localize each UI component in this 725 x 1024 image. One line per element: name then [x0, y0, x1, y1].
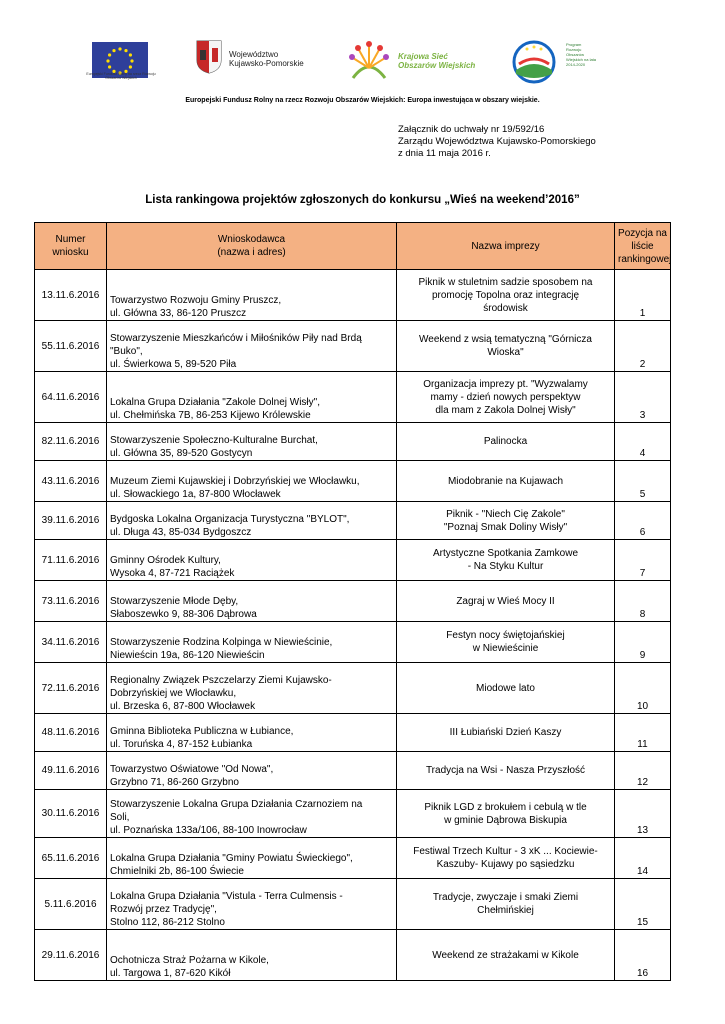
applicant-line: Towarzystwo Rozwoju Gminy Pruszcz, [110, 295, 282, 306]
table-row [35, 581, 671, 622]
applicant-line: ul. Długa 43, 85-034 Bydgoszcz [110, 527, 252, 538]
applicant-line: ul. Główna 33, 86-120 Pruszcz [110, 308, 247, 319]
project-name-cell [397, 930, 615, 981]
project-name-cell [397, 540, 615, 581]
application-number: 73.11.6.2016 [35, 581, 107, 622]
table-row [35, 622, 671, 663]
applicant-line: Stowarzyszenie Młode Dęby, [110, 596, 239, 607]
table-row [35, 502, 671, 540]
applicant-cell [107, 461, 397, 502]
project-name-line: Piknik LGD z brokułem i cebulą w tle [424, 801, 587, 813]
applicant-line: ul. Toruńska 4, 87-152 Łubianka [110, 739, 253, 750]
project-name-cell [397, 663, 615, 714]
project-name-line: "Poznaj Smak Doliny Wisły" [443, 521, 568, 533]
project-name-line: Piknik - "Niech Cię Zakole" [446, 508, 565, 520]
applicant-cell [107, 540, 397, 581]
ranking-table [34, 222, 671, 981]
prow-logo [505, 40, 563, 84]
project-name-line: Weekend z wsią tematyczną "Górnicza [419, 334, 592, 345]
table-row [35, 540, 671, 581]
applicant-cell [107, 790, 397, 838]
project-name-line: Festiwal Trzech Kultur - 3 xK ... Kociewie- [413, 846, 598, 857]
table-row [35, 752, 671, 790]
table-row [35, 930, 671, 981]
ranking-position: 16 [615, 930, 671, 981]
project-name-cell [397, 622, 615, 663]
table-row [35, 879, 671, 930]
project-name-line: Miodobranie na Kujawach [447, 475, 564, 487]
project-name-cell [397, 790, 615, 838]
applicant-line: ul. Słowackiego 1a, 87-800 Włocławek [110, 489, 281, 500]
applicant-line: ul. Targowa 1, 87-620 Kikół [110, 968, 231, 979]
annex-line-3: z dnia 11 maja 2016 r. [398, 148, 491, 159]
ksow-logo-text: Krajowa Sieć Obszarów Wiejskich [398, 52, 476, 70]
applicant-line: Grzybno 71, 86-260 Grzybno [110, 777, 239, 788]
applicant-line: Stowarzyszenie Lokalna Grupa Działania Czarnoziem na [110, 799, 363, 810]
ranking-position: 13 [615, 790, 671, 838]
applicant-line: Gminny Ośrodek Kultury, [110, 555, 221, 566]
applicant-cell [107, 321, 397, 372]
application-number: 82.11.6.2016 [35, 423, 107, 461]
project-name-cell [397, 461, 615, 502]
applicant-line: "Buko", [110, 346, 143, 357]
project-name-line: Tradycje, zwyczaje i smaki Ziemi [432, 892, 579, 903]
project-name-line: mamy - dzień nowych perspektyw [430, 391, 581, 403]
project-name-cell [397, 372, 615, 423]
application-number: 72.11.6.2016 [35, 663, 107, 714]
project-name-cell [397, 752, 615, 790]
application-number: 64.11.6.2016 [35, 372, 107, 423]
project-name-line: Festyn nocy świętojańskiej [446, 630, 565, 641]
project-name-line: Tradycja na Wsi - Nasza Przyszłość [425, 765, 586, 776]
applicant-line: Stowarzyszenie Społeczno-Kulturalne Burchat, [110, 435, 318, 446]
application-number: 13.11.6.2016 [35, 270, 107, 321]
applicant-line: ul. Świerkowa 5, 89-520 Piła [110, 359, 237, 370]
ranking-position: 9 [615, 622, 671, 663]
project-name-cell [397, 270, 615, 321]
project-name-cell [397, 423, 615, 461]
applicant-line: Rozwój przez Tradycję", [110, 904, 217, 915]
table-row [35, 270, 671, 321]
ranking-position: 6 [615, 502, 671, 540]
applicant-line: Lokalna Grupa Działania "Gminy Powiatu Świeckiego", [110, 853, 353, 864]
applicant-cell [107, 270, 397, 321]
column-header-number: Numer wniosku [35, 223, 107, 270]
table-row [35, 838, 671, 879]
ranking-position: 7 [615, 540, 671, 581]
application-number: 39.11.6.2016 [35, 502, 107, 540]
annex-line-1: Załącznik do uchwały nr 19/592/16 [398, 124, 545, 135]
project-name-cell [397, 321, 615, 372]
project-name-line: promocję Topolna oraz integrację [431, 289, 580, 301]
applicant-line: Lokalna Grupa Działania "Vistula - Terra Culmensis - [110, 891, 343, 902]
project-name-cell [397, 502, 615, 540]
table-row [35, 663, 671, 714]
applicant-line: Dobrzyńskiej we Włocławku, [110, 688, 237, 699]
ranking-position: 14 [615, 838, 671, 879]
project-name-line: Palinocka [483, 436, 528, 447]
applicant-line: Niewieścin 19a, 86-120 Niewieścin [110, 650, 265, 661]
applicant-cell [107, 502, 397, 540]
annex-line-2: Zarządu Województwa Kujawsko-Pomorskiego [398, 136, 596, 147]
ranking-position: 8 [615, 581, 671, 622]
applicant-line: Stolno 112, 86-212 Stolno [110, 917, 225, 928]
application-number: 71.11.6.2016 [35, 540, 107, 581]
ranking-position: 4 [615, 423, 671, 461]
application-number: 5.11.6.2016 [35, 879, 107, 930]
ranking-position: 10 [615, 663, 671, 714]
project-name-line: w Niewieścinie [472, 643, 539, 654]
table-row [35, 790, 671, 838]
applicant-line: ul. Główna 35, 89-520 Gostycyn [110, 448, 253, 459]
project-name-cell [397, 838, 615, 879]
ranking-position: 2 [615, 321, 671, 372]
table-row [35, 321, 671, 372]
project-name-line: Chełmińskiej [477, 905, 534, 916]
project-name-line: Kaszuby- Kujawy po sąsiedzku [436, 859, 575, 870]
eu-funding-statement: Europejski Fundusz Rolny na rzecz Rozwoju Obszarów Wiejskich: Europa inwestująca w obszary wiejskie. [185, 97, 540, 104]
project-name-line: dla mam z Zakola Dolnej Wisły" [435, 404, 576, 416]
ranking-position: 1 [615, 270, 671, 321]
project-name-line: Artystyczne Spotkania Zamkowe [432, 548, 579, 559]
applicant-line: ul. Chełmińska 7B, 86-253 Kijewo Królewskie [110, 410, 311, 421]
page-title: Lista rankingowa projektów zgłoszonych do konkursu „Wieś na weekend’2016” [145, 194, 580, 206]
project-name-cell [397, 879, 615, 930]
applicant-cell [107, 622, 397, 663]
ranking-position: 15 [615, 879, 671, 930]
application-number: 29.11.6.2016 [35, 930, 107, 981]
ranking-position: 5 [615, 461, 671, 502]
project-name-cell [397, 714, 615, 752]
applicant-line: ul. Poznańska 133a/106, 88-100 Inowrocław [110, 825, 307, 836]
prow-logo-text: Program Rozwoju Obszarów Wiejskich na lata 2014-2020 [566, 42, 597, 67]
table-row [35, 461, 671, 502]
applicant-line: Ochotnicza Straż Pożarna w Kikole, [110, 955, 269, 966]
applicant-cell [107, 663, 397, 714]
applicant-cell [107, 714, 397, 752]
project-name-line: III Łubiański Dzień Kaszy [449, 727, 562, 738]
kujawsko-pomorskie-logo-text: Województwo Kujawsko-Pomorskie [229, 50, 304, 68]
applicant-cell [107, 372, 397, 423]
column-header-applicant: Wnioskodawca (nazwa i adres) [107, 223, 397, 270]
ksow-logo [345, 38, 393, 82]
column-header-position: Pozycja na liście rankingowej [615, 223, 671, 270]
applicant-line: Gminna Biblioteka Publiczna w Łubiance, [110, 726, 294, 737]
applicant-line: Lokalna Grupa Działania "Zakole Dolnej Wisły", [110, 397, 320, 408]
kujawsko-pomorskie-coat-of-arms [196, 40, 222, 74]
annex-note [398, 124, 596, 160]
application-number: 49.11.6.2016 [35, 752, 107, 790]
applicant-cell [107, 423, 397, 461]
applicant-cell [107, 879, 397, 930]
applicant-cell [107, 838, 397, 879]
project-name-line: środowisk [483, 302, 528, 314]
application-number: 30.11.6.2016 [35, 790, 107, 838]
ranking-position: 12 [615, 752, 671, 790]
table-row [35, 714, 671, 752]
applicant-line: Wysoka 4, 87-721 Raciążek [110, 568, 235, 579]
applicant-cell [107, 930, 397, 981]
applicant-line: Muzeum Ziemi Kujawskiej i Dobrzyńskiej we Włocławku, [110, 476, 360, 487]
applicant-line: ul. Brzeska 6, 87-800 Włocławek [110, 701, 256, 712]
project-name-line: Piknik w stuletnim sadzie sposobem na [418, 276, 593, 288]
applicant-cell [107, 752, 397, 790]
project-name-line: Weekend ze strażakami w Kikole [432, 949, 579, 961]
application-number: 34.11.6.2016 [35, 622, 107, 663]
applicant-line: Bydgoska Lokalna Organizacja Turystyczna "BYLOT", [110, 514, 350, 525]
applicant-cell [107, 581, 397, 622]
project-name-line: Wioska" [487, 347, 524, 358]
applicant-line: Słaboszewko 9, 88-306 Dąbrowa [110, 609, 257, 620]
table-header-row [35, 223, 671, 270]
applicant-line: Stowarzyszenie Rodzina Kolpinga w Niewieścinie, [110, 637, 333, 648]
logo-bar [0, 38, 725, 98]
applicant-line: Stowarzyszenie Mieszkańców i Miłośników Piły nad Brdą [110, 333, 362, 344]
applicant-line: Chmielniki 2b, 86-100 Świecie [110, 866, 244, 877]
applicant-line: Regionalny Związek Pszczelarzy Ziemi Kujawsko- [110, 675, 332, 686]
eu-logo-caption: Europejski Fundusz Rolny na rzecz Rozwoju Obszarów Wiejskich [86, 72, 156, 80]
ranking-position: 11 [615, 714, 671, 752]
project-name-line: w gminie Dąbrowa Biskupia [444, 814, 567, 826]
project-name-line: Miodowe lato [476, 682, 535, 694]
application-number: 65.11.6.2016 [35, 838, 107, 879]
application-number: 55.11.6.2016 [35, 321, 107, 372]
applicant-line: Soli, [110, 812, 130, 823]
table-row [35, 423, 671, 461]
project-name-line: Zagraj w Wieś Mocy II [456, 595, 555, 607]
project-name-cell [397, 581, 615, 622]
project-name-line: - Na Styku Kultur [467, 561, 544, 572]
column-header-project: Nazwa imprezy [397, 223, 615, 270]
application-number: 43.11.6.2016 [35, 461, 107, 502]
table-row [35, 372, 671, 423]
project-name-line: Organizacja imprezy pt. "Wyzwalamy [423, 378, 588, 390]
applicant-line: Towarzystwo Oświatowe "Od Nowa", [110, 764, 274, 775]
ranking-position: 3 [615, 372, 671, 423]
application-number: 48.11.6.2016 [35, 714, 107, 752]
